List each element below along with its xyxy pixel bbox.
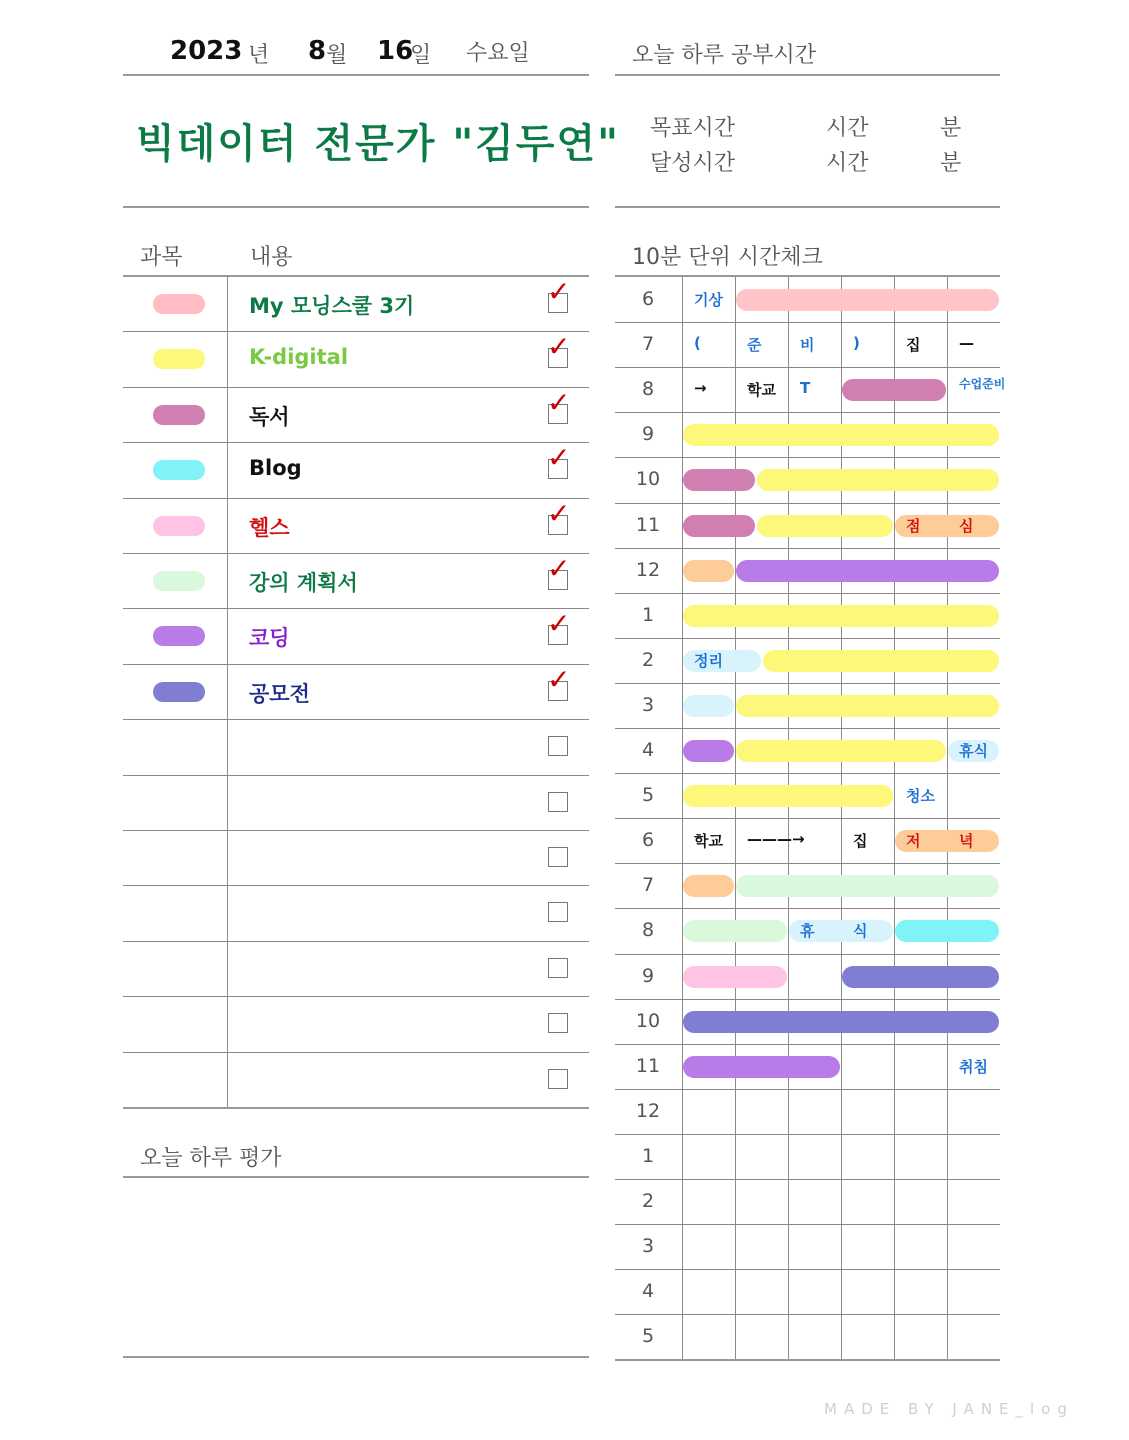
subject-checkbox[interactable] xyxy=(547,552,571,590)
header-divider-left xyxy=(123,74,589,76)
evaluation-area[interactable] xyxy=(123,1178,589,1356)
hour-label: 10 xyxy=(635,1009,661,1032)
subject-color-marker xyxy=(153,516,205,536)
activity-block xyxy=(683,875,734,897)
activity-note: 휴식 xyxy=(959,742,988,760)
check-mark-icon: ✓ xyxy=(547,385,571,419)
header-divider-right xyxy=(615,74,1000,76)
subject-checkbox[interactable] xyxy=(547,662,571,701)
subject-content: 독서 xyxy=(249,404,290,429)
subject-row xyxy=(123,664,589,719)
activity-note: — xyxy=(959,334,974,353)
activity-block xyxy=(736,289,999,311)
hour-label: 4 xyxy=(641,739,655,761)
subject-checkbox[interactable] xyxy=(547,275,571,313)
check-mark-icon: ✓ xyxy=(547,552,571,585)
subject-checkbox[interactable] xyxy=(547,607,571,645)
subject-color-marker xyxy=(153,571,205,591)
activity-block xyxy=(736,560,999,582)
timetable-title: 10분 단위 시간체크 xyxy=(632,245,823,270)
activity-note: 집 xyxy=(906,336,921,355)
hour-label: 1 xyxy=(641,1144,655,1167)
activity-note: 취침 xyxy=(959,1057,988,1076)
activity-block xyxy=(842,966,999,988)
hour-label: 7 xyxy=(641,874,655,897)
activity-note: 학교 xyxy=(694,832,723,851)
subject-row xyxy=(123,331,589,386)
check-mark-icon: ✓ xyxy=(547,441,571,475)
subject-content: 공모전 xyxy=(249,681,310,706)
subject-content: 강의 계획서 xyxy=(249,571,358,595)
activity-block xyxy=(895,920,999,942)
year-value: 2023 xyxy=(170,36,243,66)
year-unit: 년 xyxy=(248,43,270,68)
time-slot-row[interactable] xyxy=(682,1179,1000,1224)
activity-note: ) xyxy=(853,334,860,353)
activity-note: ( xyxy=(694,334,701,353)
month-value: 8 xyxy=(308,36,327,66)
subject-row xyxy=(123,553,589,608)
subject-checkbox[interactable] xyxy=(548,902,568,922)
evaluation-bottom xyxy=(123,1356,589,1358)
activity-note: 학교 xyxy=(747,381,776,400)
activity-note: 휴 xyxy=(800,922,815,941)
subject-content: Blog xyxy=(249,456,302,481)
activity-note: 녁 xyxy=(959,832,974,851)
activity-block xyxy=(683,560,734,582)
hour-label: 9 xyxy=(641,423,655,446)
activity-block xyxy=(683,740,734,762)
activity-block xyxy=(683,1011,999,1033)
day-unit: 일 xyxy=(410,43,432,68)
subject-content: 코딩 xyxy=(249,626,290,651)
activity-note: 수업준비 xyxy=(959,377,1006,392)
subject-checkbox[interactable] xyxy=(547,496,571,535)
hour-label: 2 xyxy=(641,1190,655,1212)
activity-note: → xyxy=(694,379,707,398)
subject-row xyxy=(123,941,589,996)
subject-content: My 모닝스쿨 3기 xyxy=(249,294,415,318)
subject-checkbox[interactable] xyxy=(548,1069,568,1089)
check-mark-icon: ✓ xyxy=(547,330,571,364)
check-mark-icon: ✓ xyxy=(547,275,571,308)
hour-label: 3 xyxy=(641,693,655,716)
subject-row xyxy=(123,719,589,774)
time-slot-row[interactable] xyxy=(682,1224,1000,1269)
evaluation-title: 오늘 하루 평가 xyxy=(140,1146,282,1171)
time-slot-row[interactable] xyxy=(682,1269,1000,1314)
check-mark-icon: ✓ xyxy=(547,607,571,641)
activity-block xyxy=(736,695,999,717)
subject-checkbox[interactable] xyxy=(548,847,568,867)
activity-block xyxy=(757,515,893,537)
subject-row xyxy=(123,830,589,885)
activity-note: 기상 xyxy=(694,291,723,309)
check-mark-icon: ✓ xyxy=(547,496,571,530)
hour-label: 7 xyxy=(641,333,655,356)
subject-row xyxy=(123,442,589,497)
activity-note: 준 xyxy=(747,336,762,355)
hour-label: 2 xyxy=(641,648,655,671)
activity-block xyxy=(683,785,893,807)
subject-color-marker xyxy=(153,460,205,480)
subject-row xyxy=(123,1052,589,1107)
subject-checkbox[interactable] xyxy=(547,330,571,368)
hour-label: 9 xyxy=(641,964,655,987)
activity-note: 식 xyxy=(853,922,868,941)
subject-content: 헬스 xyxy=(249,515,290,540)
activity-block xyxy=(683,1056,840,1078)
subject-color-marker xyxy=(153,349,205,369)
subject-color-marker xyxy=(153,682,205,702)
activity-block xyxy=(683,424,999,446)
activity-block xyxy=(842,379,946,401)
subject-row xyxy=(123,996,589,1051)
activity-block xyxy=(683,695,734,717)
activity-block xyxy=(736,740,946,762)
hour-label: 12 xyxy=(635,1099,661,1122)
subject-column-divider xyxy=(227,276,228,1108)
achieved-time-label: 달성시간 xyxy=(650,151,736,176)
activity-note: 정리 xyxy=(694,651,723,670)
activity-note: 심 xyxy=(959,516,974,535)
hour-label: 6 xyxy=(641,288,655,310)
subject-color-marker xyxy=(153,626,205,646)
goal-divider xyxy=(123,206,589,208)
subject-checkbox[interactable] xyxy=(548,736,568,756)
hour-label: 8 xyxy=(641,919,655,942)
hour-label: 11 xyxy=(635,1054,661,1077)
activity-block xyxy=(683,966,787,988)
timetable-row-divider xyxy=(615,1359,1000,1361)
activity-note: 비 xyxy=(800,336,815,355)
study-time-divider xyxy=(615,206,1000,208)
activity-note: 집 xyxy=(853,832,868,851)
activity-note: 점 xyxy=(906,516,921,535)
content-column-header: 내용 xyxy=(250,245,293,270)
hour-label: 8 xyxy=(641,378,655,401)
subject-checkbox[interactable] xyxy=(547,385,571,424)
subject-row xyxy=(123,775,589,830)
subject-row xyxy=(123,498,589,553)
weekday: 수요일 xyxy=(466,41,530,66)
subject-table-bottom xyxy=(123,1107,589,1109)
activity-block xyxy=(736,875,999,897)
activity-block xyxy=(763,650,1000,672)
activity-block xyxy=(683,515,755,537)
activity-block xyxy=(683,920,787,942)
hour-label: 12 xyxy=(635,558,661,581)
subject-checkbox[interactable] xyxy=(548,958,568,978)
time-slot-row[interactable] xyxy=(682,367,1000,412)
goal-text: 빅데이터 전문가 "김두연" xyxy=(136,121,620,167)
activity-block xyxy=(757,469,999,491)
hour-label: 11 xyxy=(635,513,661,536)
time-slot-row[interactable] xyxy=(682,1314,1000,1359)
activity-note: 청소 xyxy=(906,787,935,806)
time-slot-row[interactable] xyxy=(682,1089,1000,1134)
subject-color-marker xyxy=(153,294,205,314)
footer-credit: MADE BY JANE_log xyxy=(824,1400,1074,1418)
study-time-title: 오늘 하루 공부시간 xyxy=(632,43,817,68)
month-unit: 월 xyxy=(326,43,348,68)
subject-checkbox[interactable] xyxy=(548,1013,568,1033)
subject-row xyxy=(123,608,589,663)
activity-block xyxy=(683,605,999,627)
target-minute-unit: 분 xyxy=(940,116,962,141)
subject-color-marker xyxy=(153,405,205,425)
activity-block xyxy=(683,469,755,491)
activity-note: T xyxy=(800,379,811,398)
target-time-label: 목표시간 xyxy=(650,116,736,141)
activity-note: ———→ xyxy=(747,830,805,849)
achieved-hour-unit: 시간 xyxy=(826,151,869,176)
hour-label: 5 xyxy=(641,784,655,807)
hour-label: 5 xyxy=(641,1325,655,1348)
hour-label: 6 xyxy=(641,829,655,852)
hour-label: 3 xyxy=(641,1235,655,1258)
subject-column-header: 과목 xyxy=(140,245,183,270)
check-mark-icon: ✓ xyxy=(547,662,571,696)
activity-note: 저 xyxy=(906,832,921,851)
day-value: 16 xyxy=(377,36,414,66)
subject-row xyxy=(123,276,589,331)
time-slot-row[interactable] xyxy=(682,1134,1000,1179)
subject-content: K-digital xyxy=(249,345,349,370)
subject-row xyxy=(123,885,589,940)
hour-label: 4 xyxy=(641,1280,655,1303)
subject-checkbox[interactable] xyxy=(547,441,571,479)
subject-checkbox[interactable] xyxy=(548,792,568,812)
time-slot-row[interactable] xyxy=(682,322,1000,367)
subject-row xyxy=(123,387,589,442)
hour-label: 1 xyxy=(641,603,655,626)
achieved-minute-unit: 분 xyxy=(940,151,962,176)
target-hour-unit: 시간 xyxy=(826,116,869,141)
hour-label: 10 xyxy=(635,468,661,491)
